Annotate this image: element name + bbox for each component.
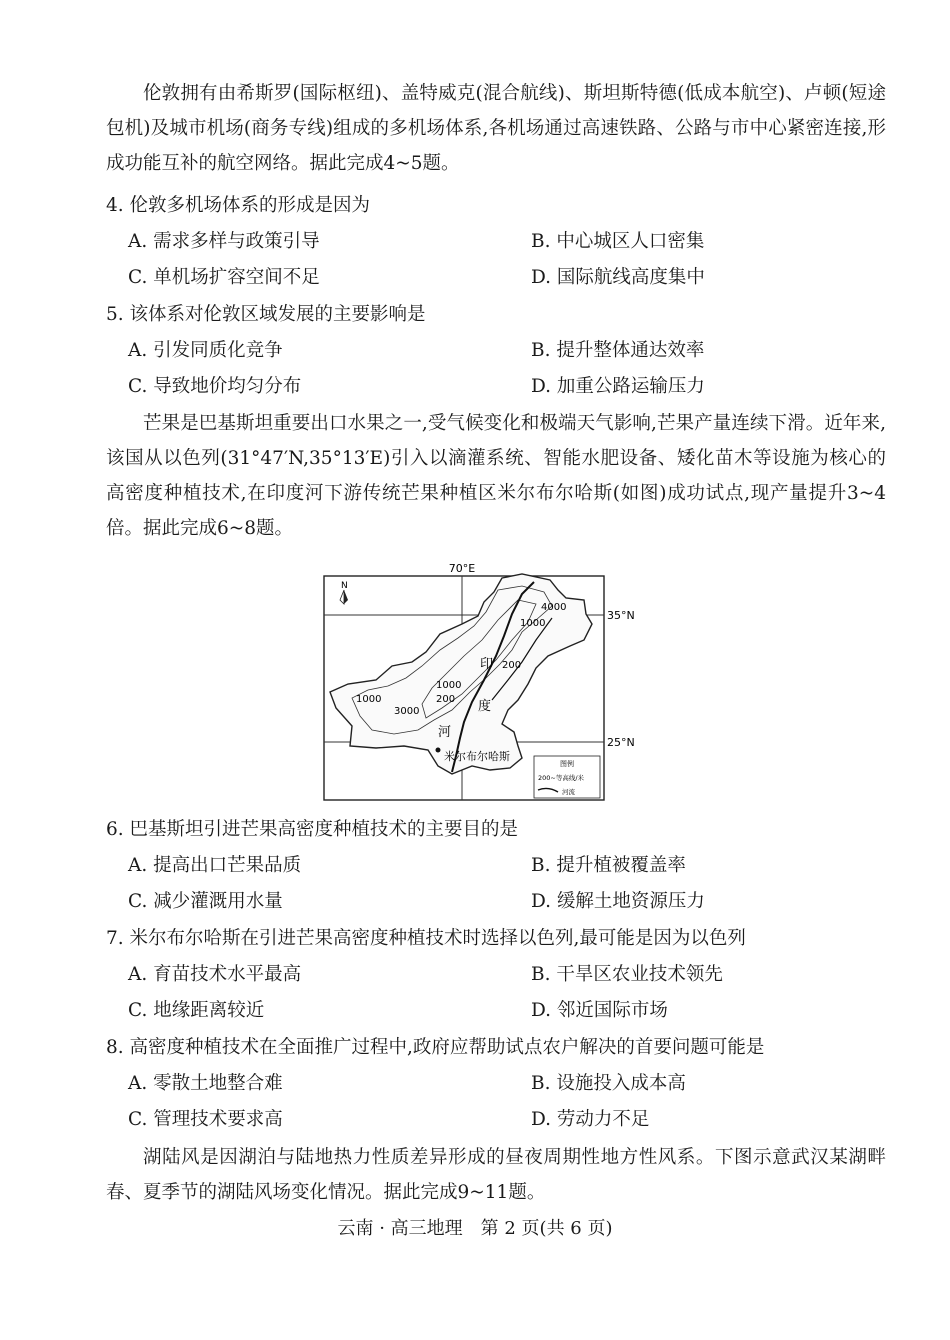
meridian-label: 70°E <box>448 562 476 575</box>
q8-option-a: A. 零散土地整合难 <box>128 1073 283 1094</box>
q6-option-d: D. 缓解土地资源压力 <box>531 891 705 912</box>
q4-option-a: A. 需求多样与政策引导 <box>128 231 320 252</box>
question-6-stem: 6. 巴基斯坦引进芒果高密度种植技术的主要目的是 <box>106 819 519 840</box>
lat-35-label: 35°N <box>607 609 635 622</box>
question-4-stem: 4. 伦敦多机场体系的形成是因为 <box>106 195 371 216</box>
q7-option-b: B. 干旱区农业技术领先 <box>531 964 723 985</box>
river-char-du: 度 <box>478 699 492 714</box>
q4-option-c: C. 单机场扩容空间不足 <box>128 267 320 288</box>
q4-option-d: D. 国际航线高度集中 <box>531 267 705 288</box>
question-7-stem: 7. 米尔布尔哈斯在引进芒果高密度种植技术时选择以色列,最可能是因为以色列 <box>106 928 746 949</box>
river-char-yin: 印 <box>480 657 494 672</box>
passage-lake-land-breeze: 湖陆风是因湖泊与陆地热力性质差异形成的昼夜周期性地方性风系。下图示意武汉某湖畔春、夏季节的湖陆风场变化情况。据此完成9~11题。 <box>106 1147 886 1203</box>
river-char-he: 河 <box>438 725 452 740</box>
contour-label-1000-west: 1000 <box>356 694 382 705</box>
q5-option-d: D. 加重公路运输压力 <box>531 376 705 397</box>
contour-label-1000-mid: 1000 <box>436 680 462 691</box>
contour-label-200-mid: 200 <box>436 694 456 705</box>
passage-mango-pakistan: 芒果是巴基斯坦重要出口水果之一,受气候变化和极端天气影响,芒果产量连续下滑。近年来,该国从以色列(31°47′N,35°13′E)引入以滴灌系统、智能水肥设备、矮化苗木等设施为核心的高密度种植技术,在印度河下游传统芒果种植区米尔布尔哈斯(如图)成功试点,现产量提升3~4倍。据此完成6~8题。 <box>106 413 886 539</box>
legend-title: 图例 <box>560 760 574 768</box>
contour-label-200-east: 200 <box>502 660 522 671</box>
q7-option-a: A. 育苗技术水平最高 <box>128 964 302 985</box>
q6-option-c: C. 减少灌溉用水量 <box>128 891 283 912</box>
q5-option-b: B. 提升整体通达效率 <box>531 340 705 361</box>
q8-option-c: C. 管理技术要求高 <box>128 1109 283 1130</box>
contour-label-1000-north: 1000 <box>520 618 546 629</box>
contour-label-4000: 4000 <box>541 602 567 613</box>
q6-option-a: A. 提高出口芒果品质 <box>128 855 302 876</box>
passage-london-airports: 伦敦拥有由希斯罗(国际枢纽)、盖特威克(混合航线)、斯坦斯特德(低成本航空)、卢顿(短途包机)及城市机场(商务专线)组成的多机场体系,各机场通过高速铁路、公路与市中心紧密连接,形成功能互补的航空网络。据此完成4~5题。 <box>106 83 886 174</box>
page-footer: 云南 · 高三地理 第 2 页(共 6 页) <box>337 1218 613 1239</box>
pakistan-map <box>322 560 646 805</box>
q7-option-d: D. 邻近国际市场 <box>531 1000 668 1021</box>
pakistan-map-figure <box>322 560 646 805</box>
question-5-stem: 5. 该体系对伦敦区域发展的主要影响是 <box>106 304 426 325</box>
legend-contour: 200~等高线/米 <box>538 774 585 782</box>
city-dot <box>436 748 441 753</box>
question-8-stem: 8. 高密度种植技术在全面推广过程中,政府应帮助试点农户解决的首要问题可能是 <box>106 1037 765 1058</box>
north-arrow-icon <box>340 581 348 604</box>
city-label: 米尔布尔哈斯 <box>444 750 510 763</box>
map-legend <box>534 756 600 798</box>
svg-text:N: N <box>341 581 348 591</box>
contour-label-3000: 3000 <box>394 706 420 717</box>
lat-25-label: 25°N <box>607 736 635 749</box>
q5-option-c: C. 导致地价均匀分布 <box>128 376 302 397</box>
q5-option-a: A. 引发同质化竞争 <box>128 340 283 361</box>
q8-option-b: B. 设施投入成本高 <box>531 1073 686 1094</box>
q8-option-d: D. 劳动力不足 <box>531 1109 650 1130</box>
q6-option-b: B. 提升植被覆盖率 <box>531 855 686 876</box>
legend-river: 河流 <box>562 788 575 796</box>
q7-option-c: C. 地缘距离较近 <box>128 1000 265 1021</box>
q4-option-b: B. 中心城区人口密集 <box>531 231 705 252</box>
